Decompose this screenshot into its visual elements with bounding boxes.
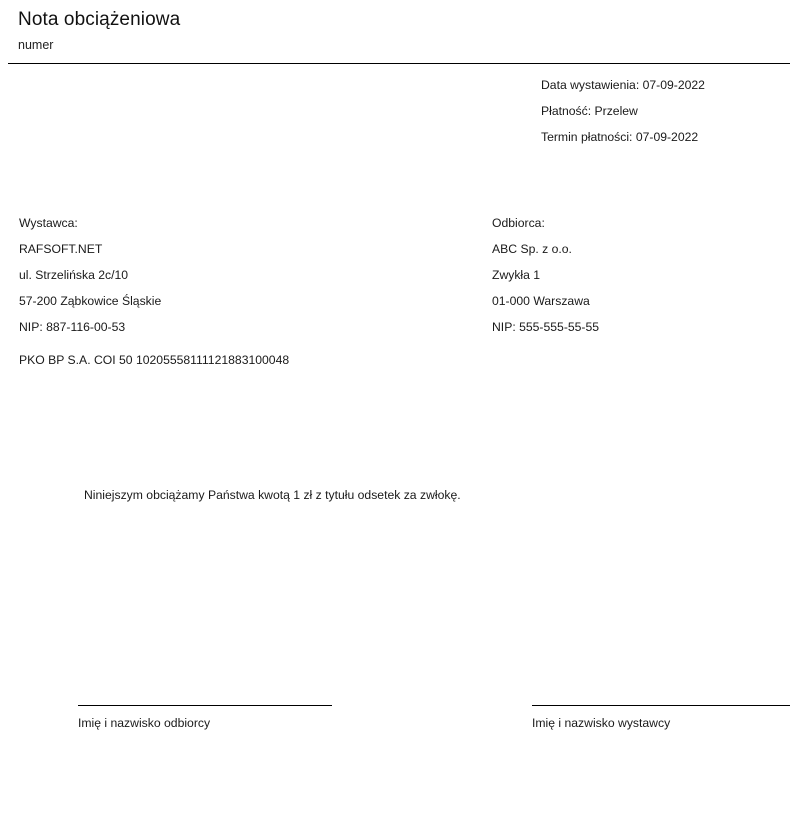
issuer-signature-line (532, 705, 790, 706)
document-number-label: numer (18, 38, 54, 52)
seller-block (19, 215, 449, 335)
seller-heading: Wystawca: (19, 216, 78, 230)
statement-text: Niniejszym obciążamy Państwa kwotą 1 zł z tytułu odsetek za zwłokę. (84, 488, 461, 502)
seller-name: RAFSOFT.NET (19, 242, 103, 256)
issuer-signature-label: Imię i nazwisko wystawcy (532, 716, 671, 730)
buyer-tax-id: NIP: 555-555-55-55 (492, 320, 600, 334)
seller-bank-account: PKO BP S.A. COI 50 10205558111121883100048 (19, 353, 290, 367)
buyer-street: Zwykła 1 (492, 268, 541, 282)
payment-method: Płatność: Przelew (541, 104, 638, 118)
document-meta (541, 77, 791, 145)
buyer-city: 01-000 Warszawa (492, 294, 590, 308)
seller-city: 57-200 Ząbkowice Śląskie (19, 294, 162, 308)
buyer-heading: Odbiorca: (492, 216, 545, 230)
recipient-signature-line (78, 705, 332, 706)
buyer-name: ABC Sp. z o.o. (492, 242, 572, 256)
seller-tax-id: NIP: 887-116-00-53 (19, 320, 126, 334)
page-title: Nota obciążeniowa (18, 9, 181, 30)
header-divider (8, 63, 790, 64)
seller-street: ul. Strzelińska 2c/10 (19, 268, 129, 282)
due-date: Termin płatności: 07-09-2022 (541, 130, 699, 144)
recipient-signature-label: Imię i nazwisko odbiorcy (78, 716, 211, 730)
document-header (18, 8, 778, 54)
buyer-block (492, 215, 782, 335)
issue-date: Data wystawienia: 07-09-2022 (541, 78, 705, 92)
recipient-signature (78, 705, 332, 731)
issuer-signature (532, 705, 790, 731)
parties-section (0, 215, 798, 375)
